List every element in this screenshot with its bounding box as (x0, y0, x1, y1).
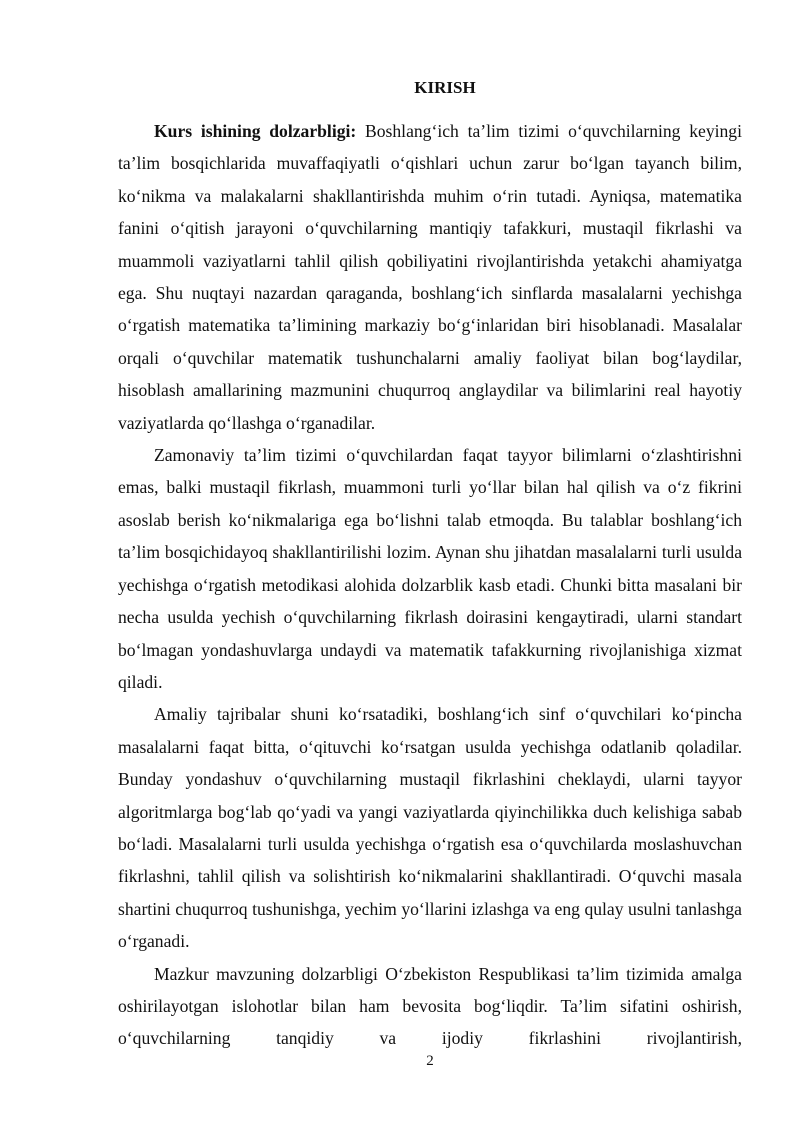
paragraph-modern-education (118, 439, 742, 698)
paragraph-text: Boshlang‘ich ta’lim tizimi o‘quvchilarning keyingi ta’lim bosqichlarida muvaffaqiyatli o‘qishlari uchun zarur bo‘lgan tayanch bilim, ko‘nikma va malakalarni shakllantirishda muhim o‘rin tutadi. Ayniqsa, matematika fanini o‘qitish jarayoni o‘quvchilarning mantiqiy tafakkuri, mustaqil fikrlashi va muammoli vaziyatlarni tahlil qilish qobiliyatini rivojlantirishda yetakchi ahamiyatga ega. Shu nuqtayi nazardan qaraganda, boshlang‘ich sinflarda masalalarni yechishga o‘rgatish matematika ta’limining markaziy bo‘g‘inlaridan biri hisoblanadi. Masalalar orqali o‘quvchilar matematik tushunchalarni amaliy faoliyat bilan bog‘laydilar, hisoblash amallarining mazmunini chuqurroq anglaydilar va bilimlarini real hayotiy vaziyatlarda qo‘llashga o‘rganadilar. (118, 121, 742, 433)
section-title: KIRISH (414, 78, 476, 97)
paragraph-practical-experience (118, 698, 742, 957)
paragraph-text: Zamonaviy ta’lim tizimi o‘quvchilardan faqat tayyor bilimlarni o‘zlashtirishni emas, balki mustaqil fikrlash, muammoni turli yo‘llar bilan hal qilish va o‘z fikrini asoslab berish ko‘nikmalariga ega bo‘lishni talab etmoqda. Bu talablar boshlang‘ich ta’lim bosqichidayoq shakllantirilishi lozim. Aynan shu jihatdan masalalarni turli usulda yechishga o‘rgatish metodikasi alohida dolzarblik kasb etadi. Chunki bitta masalani bir necha usulda yechish o‘quvchilarning fikrlash doirasini kengaytiradi, ularni standart bo‘lmagan yondashuvlarga undaydi va matematik tafakkurning rivojlanishiga xizmat qiladi. (118, 445, 742, 692)
page-number: 2 (426, 1053, 434, 1069)
paragraph-topic-relevance (118, 958, 742, 1055)
paragraph-lead: Kurs ishining dolzarbligi: (154, 121, 357, 141)
document-body (118, 115, 742, 1055)
paragraph-text: Amaliy tajribalar shuni ko‘rsatadiki, boshlang‘ich sinf o‘quvchilari ko‘pincha masalalarni faqat bitta, o‘qituvchi ko‘rsatgan usulda yechishga odatlanib qoladilar. Bunday yondashuv o‘quvchilarning mustaqil fikrlashini cheklaydi, ularni tayyor algoritmlarga bog‘lab qo‘yadi va yangi vaziyatlarda qiyinchilikka duch kelishiga sabab bo‘ladi. Masalalarni turli usulda yechishga o‘rgatish esa o‘quvchilarda moslashuvchan fikrlashni, tahlil qilish va solishtirish ko‘nikmalarini shakllantiradi. O‘quvchi masala shartini chuqurroq tushunishga, yechim yo‘llarini izlashga va eng qulay usulni tanlashga o‘rganadi. (118, 704, 742, 952)
paragraph-relevance (118, 115, 742, 439)
paragraph-text: Mazkur mavzuning dolzarbligi O‘zbekiston Respublikasi ta’lim tizimida amalga oshirilayotgan islohotlar bilan ham bevosita bog‘liqdir. Ta’lim sifatini oshirish, o‘quvchilarning tanqidiy va ijodiy fikrlashini rivojlantirish, (118, 963, 742, 1049)
